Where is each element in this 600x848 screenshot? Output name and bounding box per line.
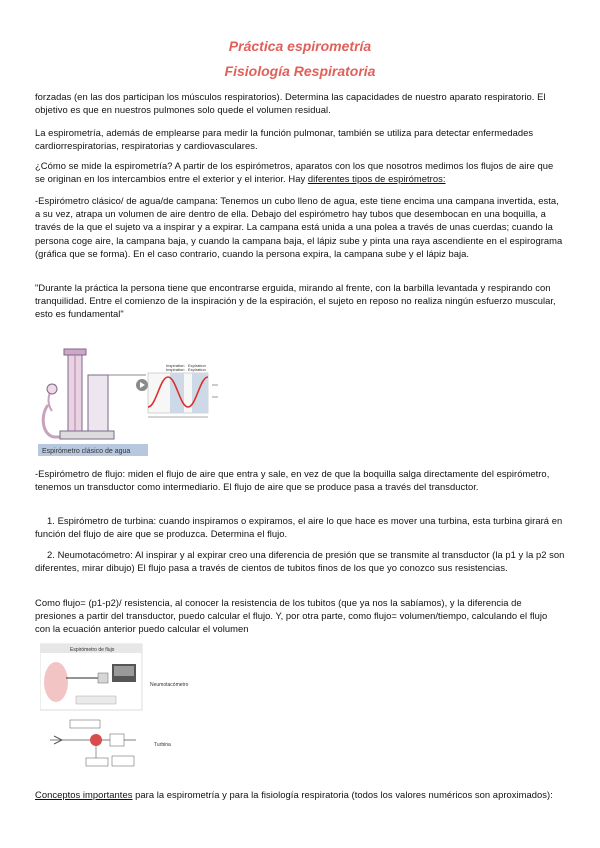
paragraph-flow-spirometer: -Espirómetro de flujo: miden el flujo de aire que entra y sale, en vez de que la boquilla salga directamente del espirómetro, tenemos un transductor como intermediario. El flujo de aire que se produce pasa a través del transductor. [35, 468, 550, 493]
paragraph-quote: "Durante la práctica la persona tiene que encontrarse erguida, mirando al frente, con la barbilla levantada y respirando con tranquilidad. Entre el comienzo de la inspiración y de la espiración, el sujeto en reposo no realiza ningún esfuerzo muscular, esto es fundamental" [35, 282, 556, 320]
fig2-label-top: Neumotacómetro [150, 682, 189, 688]
paragraph-3-underlined: diferentes tipos de espirómetros: [307, 173, 446, 185]
important-concepts-heading: Conceptos importantes [35, 789, 133, 800]
page-subtitle: Fisiología Respiratoria [224, 63, 376, 79]
paragraph-pneumotachometer: 2. Neumotacómetro: Al inspirar y al expirar creo una diferencia de presión que se transmite al transductor (la p1 y la p2 son diferentes, mirar dibujo) El flujo pasa a través de cientos de tubitos finos de los que yo conozco sus resistencias. [35, 549, 565, 574]
fig1-caption: Espirómetro clásico de agua [42, 448, 131, 455]
figure-classic-spirometer [38, 345, 270, 458]
fig1-label-inspiration: Inspiration [166, 363, 185, 368]
paragraph-flow-formula: Como flujo= (p1-p2)/ resistencia, al conocer la resistencia de los tubitos (que ya nos la sabíamos), y la diferencia de presiones a partir del transductor, puedo calcular el flujo. Y, por otra parte, como flujo= volumen/tiempo, calculando el flujo con la ecuación anterior puedo calcular el volumen [35, 597, 548, 635]
paragraph-1: forzadas (en las dos participan los músculos respiratorios). Determina las capacidades de nuestro aparato respiratorio. El objetivo es que en nuestros pulmones solo quede el volumen residual. [35, 91, 546, 116]
fig2-header: Espirómetro de flujo [70, 647, 115, 653]
classic-spirometer-illustration [38, 345, 270, 458]
figure-flow-spirometer [40, 640, 200, 775]
paragraph-3-text: ¿Cómo se mide la espirometría? A partir de los espirómetros, aparatos con los que nosotros medimos los flujos de aire que se originan en los intercambios entre el exterior y el interior. Hay [35, 160, 554, 185]
paragraph-3 [35, 159, 565, 185]
flow-spirometer-illustration [40, 640, 200, 775]
paragraph-turbine: 1. Espirómetro de turbina: cuando inspiramos o expiramos, el aire lo que hace es mover una turbina, esta turbina girará en función del flujo de aire que se produzca. Determina el flujo. [35, 515, 563, 540]
fig2-label-bottom: Turbina [154, 742, 171, 748]
paragraph-important-concepts [35, 788, 565, 801]
important-concepts-text: para la espirometría y para la fisiología respiratoria (todos los valores numéricos son aproximados): [132, 789, 553, 800]
fig1-label-expiration: Expiration [188, 363, 206, 368]
paragraph-classic-spirometer: -Espirómetro clásico/ de agua/de campana: Tenemos un cubo lleno de agua, este tiene encima una campana invertida, esta, a su vez, atrapa un volumen de aire dentro de ella. Debajo del espirómetro hay tubos que desembocan en una boquilla, a través de la que el sujeto va a inspirar y a expirar. La campana está unida a una polea a través de unas cuerdas; cuando la persona coge aire, la campana baja, y cuando la campana baja, el lápiz sube y pinta una raya ascendiente en el espirograma (gráfica que se forma). En el caso contrario, cuando la persona expira, la campana sube y el lápiz baja. [35, 195, 563, 259]
page-title: Práctica espirometría [228, 38, 372, 54]
paragraph-2: La espirometría, además de emplearse para medir la función pulmonar, también se utiliza para detectar enfermedades cardiorrespiratorias, respiratorias y cardiovasculares. [35, 127, 534, 152]
fig1-label-expiration-2: Expiration [188, 367, 206, 372]
fig1-label-inspiration-2: Inspiration [166, 367, 185, 372]
